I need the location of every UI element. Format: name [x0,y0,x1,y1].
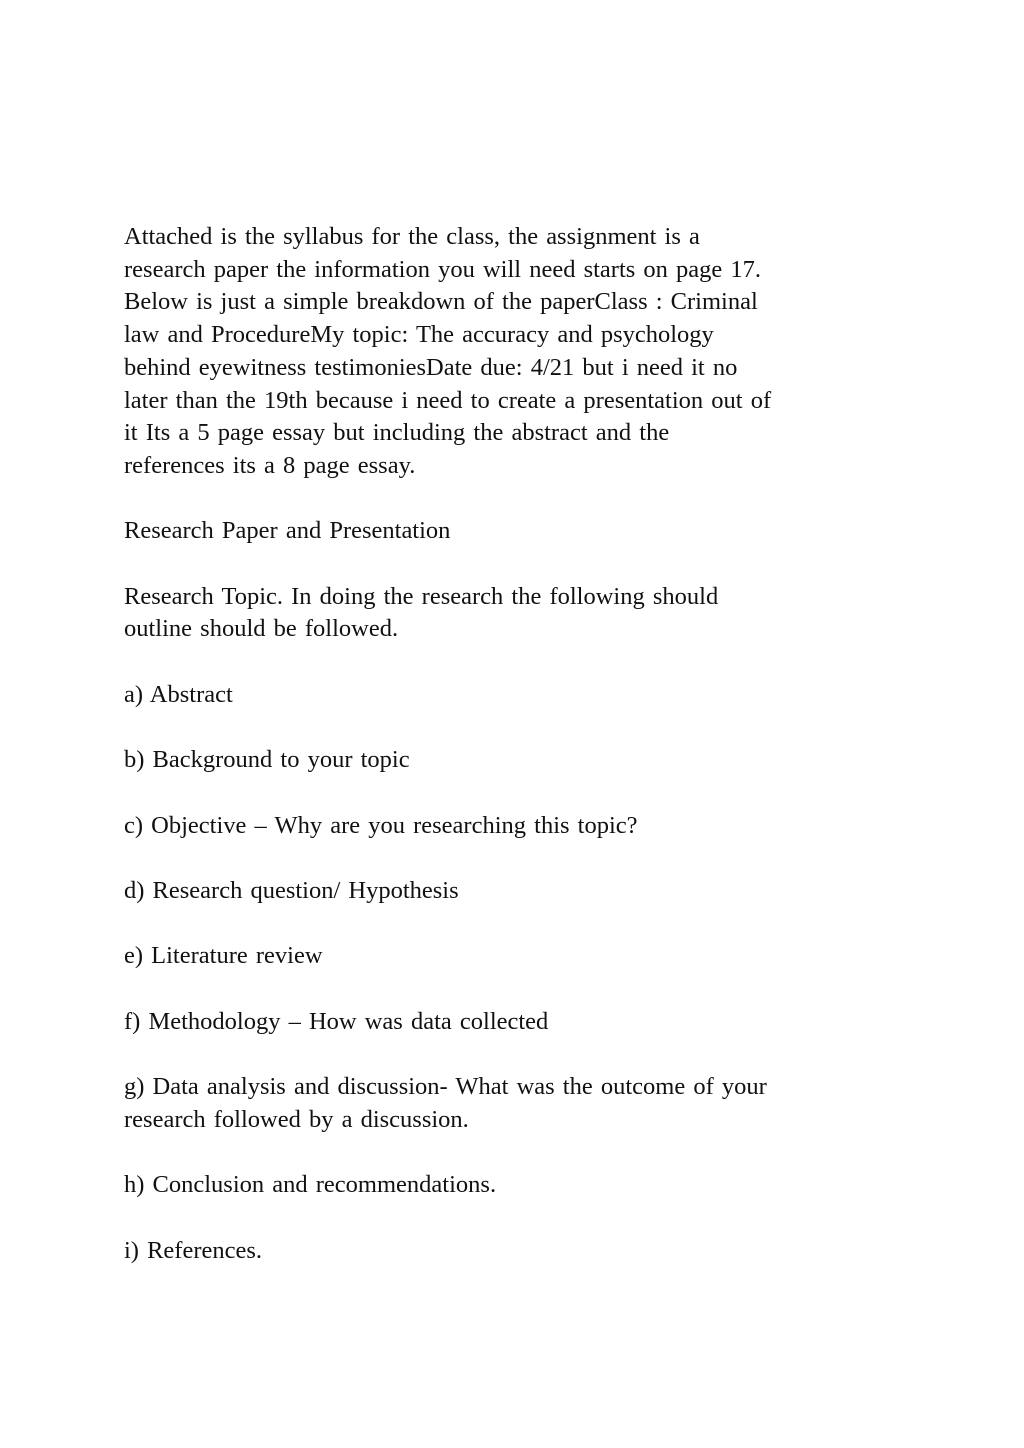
outline-item-references: i) References. [124,1236,263,1264]
outline-item-objective: c) Objective – Why are you researching this topic? [124,811,638,839]
outline-item-abstract: a) Abstract [124,680,233,708]
document-body [124,221,904,1267]
outline-item-methodology: f) Methodology – How was data collected [124,1007,549,1035]
outline-item-conclusion: h) Conclusion and recommendations. [124,1171,497,1199]
outline-item-background: b) Background to your topic [124,746,410,774]
outline-item-literature-review: e) Literature review [124,942,323,970]
intro-paragraph: Attached is the syllabus for the class, the assignment is a research paper the information you will need starts on page 17. Below is just a simple breakdown of the paperClass : Criminal law and ProcedureMy topic: The accuracy and psychology behind eyewitness testimoniesDate due: 4/21 but i need it no later than the 19th because i need to create a presentation out of it Its a 5 page essay but including the abstract and the references its a 8 page essay. [124,223,772,479]
outline-item-research-question: d) Research question/ Hypothesis [124,876,459,904]
outline-item-data-analysis: g) Data analysis and discussion- What was the outcome of your research followed by a discussion. [124,1073,767,1133]
topic-instruction: Research Topic. In doing the research the following should outline should be followed. [124,582,719,643]
section-heading: Research Paper and Presentation [124,517,451,545]
